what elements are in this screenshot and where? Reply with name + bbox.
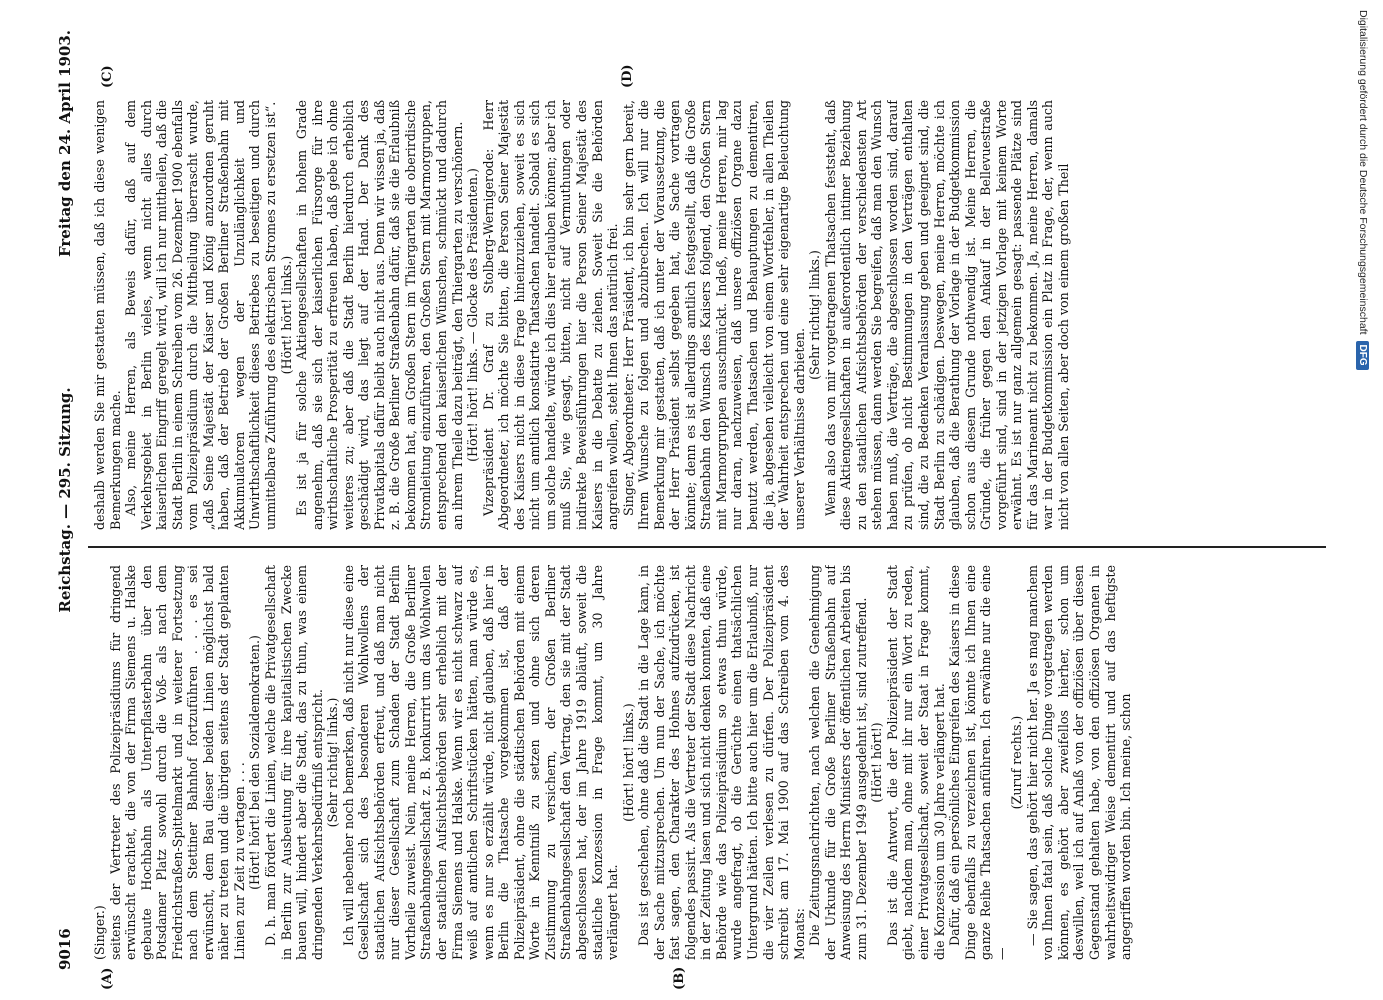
paragraph: D. h. man fördert die Linien, welche die Privatgesellschaft in Berlin zur Ausbeutung für ihre kapitalistischen Zwecke bauen will, hindert aber die Stadt, das zu thun, was einem dringenden Verkehrsbedürfniß entspricht.: [263, 565, 325, 960]
paragraph: Dafür, daß ein persönliches Eingreifen des Kaisers in diese Dinge ebenfalls zu verzeichnen ist, könnte ich Ihnen eine ganze Reihe Thatsachen anführen. Ich erwähne nur die eine —: [947, 565, 1009, 960]
paragraph: Wenn also das von mir vorgetragenen Thatsachen feststeht, daß diese Aktiengesellschaften in außerordentlich intimer Beziehung zu den staatlichen Aufsichtsbehörden der verschiedensten Art stehen müssen, dann werden Sie begreifen, daß man den Wunsch haben muß, die Verträge, die abgeschlossen worden sind, darauf zu prüfen, ob nicht Bestimmungen in den Verträgen enthalten sind, die zu Bedenken Veranlassung geben und geeignet sind, die Stadt Berlin zu schädigen. Deswegen, meine Herren, möchte ich glauben, daß die Berathung der Vorlage in der Budgetkommission schon aus diesem Grunde nothwendig ist. Meine Herren, die Gründe, die früher gegen den Ankauf in der Bellevuestraße vorgeführt sind, sind in der jetzigen Vorlage mit keinem Worte erwähnt. Es ist nur ganz allgemein gesagt: passende Plätze sind für das Marineamt nicht zu bekommen. Ja, meine Herren, damals war in der Budgetkommission ein Platz in Frage, der, wenn auch nicht von allen Seiten, aber doch von einem großen Theil: [822, 100, 1071, 530]
paragraph: Es ist ja für solche Aktiengesellschaften in hohem Grade angenehm, daß sie sich der kaiserlichen Fürsorge für ihre wirthschaftliche Prosperität zu erfreuen haben, daß gebe ich ohne weiteres zu; aber daß die Stadt Berlin hierdurch erheblich geschädigt wird, das liegt auf der Hand. Der Dank des Privatkapitals dafür bleibt auch nicht aus. Denn wir wissen ja, daß z. B. die Große Berliner Straßenbahn dafür, daß sie die Erlaubniß bekommen hat, am Großen Stern im Thiergarten die oberirdische Stromleitung einzuführen, den Großen Stern mit Marmorgruppen, entsprechend den kaiserlichen Wünschen, schmückt und dadurch an ihrem Theile dazu beiträgt, den Thiergarten zu verschönern.: [294, 100, 465, 530]
paragraph: Singer, Abgeordneter: Herr Präsident, ich bin sehr gern bereit, Ihrem Wunsche zu folgen und abzubrechen. Ich will nur die Bemerkung mir gestatten, daß ich unter der Voraussetzung, die der Herr Präsident selbst gegeben hat, die Sache vortragen könnte; denn es ist allerdings amtlich festgestellt, daß die Große Straßenbahn den Wunsch des Kaisers folgend, den Großen Stern mit Marmorgruppen ausschmückt. Indeß, meine Herren, mir lag nur daran, nachzuweisen, daß unsere offiziösen Organe dazu benutzt werden, Thatsachen und Behauptungen zu dementiren, die ja, abgesehen vielleicht von einem Wortfehler, in allen Theilen der Wahrheit entsprechen und eine sehr eigenartige Beleuchtung unserer Verhältnisse darbieten.: [620, 100, 807, 530]
quotation: Die Zeitungsnachrichten, nach welchen die Genehmigung der Urkunde für die Große Berliner Straßenbahn auf Anweisung des Herrn Ministers der öffentlichen Arbeiten bis zum 31. Dezember 1949 ausgedehnt ist, sind zutreffend.: [807, 565, 869, 960]
paragraph: seitens der Vertreter des Polizeipräsidiums für dringend erwünscht erachtet, die von der Firma Siemens u. Halske gebaute Hochbahn als Unterpflasterbahn über den Potsdamer Platz sowohl durch die Voß- als nach dem Friedrichstraßen-Spittelmarkt und in weiterer Fortsetzung nach dem Stettiner Bahnhof fortzuführen . . . es sei erwünscht, dem Bau dieser beiden Linien möglichst bald näher zu treten und die übrigen seitens der Stadt geplanten Linien zur Zeit zu vertagen . . .: [107, 565, 247, 960]
running-head: [50, 30, 80, 970]
scanned-page: [40, 0, 1340, 1000]
margin-letter-a: (A): [100, 967, 115, 990]
margin-letter-c: (C): [100, 65, 115, 88]
page-number: 9016: [56, 928, 74, 970]
digitization-credit: [1351, 10, 1375, 990]
right-column: [92, 100, 1322, 530]
interjection: (Hört! hört! links.): [620, 703, 636, 822]
dfg-logo: DFG: [1357, 341, 1370, 370]
margin-letter-d: (D): [620, 64, 635, 88]
interjection: (Hört! hört! links. — Glocke des Präsidenten.): [465, 168, 481, 462]
president-remark: Vizepräsident Dr. Graf zu Stolberg-Wernigerode: Herr Abgeordneter, ich möchte Sie bitten, die Person Seiner Majestät des Kaisers nicht in diese Frage hineinzuziehen, soweit es sich nicht um amtlich konstatirte Thatsachen handelt. Sobald es sich um solche handelte, würde ich dies hier erlauben können; aber ich muß Sie, wie gesagt, bitten, nicht auf Vermuthungen oder indirekte Beweisführungen hier die Person Seiner Majestät des Kaisers in die Debatte zu ziehen. Soweit Sie die Behörden angreifen wollen, steht Ihnen das natürlich frei.: [480, 100, 621, 530]
paragraph: Ich will nebenher noch bemerken, daß nicht nur diese eine Gesellschaft sich des besonderen Wohlwollens der staatlichen Aufsichtsbehörden erfreut, und daß man nicht nur dieser Gesellschaft zum Schaden der Stadt Berlin Vortheile zuweist. Nein, meine Herren, die Große Berliner Straßenbahngesellschaft z. B. konkurrirt um das Wohlwollen der staatlichen Aufsichtsbehörden sehr erheblich mit der Firma Siemens und Halske. Wenn wir es nicht schwarz auf weiß auf amtlichen Schriftstücken hätten, man würde es, wenn es nur so erzählt würde, nicht glauben, daß hier in Berlin die Thatsache vorgekommen ist, daß der Polizeipräsident, ohne die städtischen Behörden mit einem Worte in Kenntniß zu setzen und ohne sich deren Zustimmung zu versichern, der Großen Berliner Straßenbahngesellschaft den Vertrag, den sie mit der Stadt abgeschlossen hat, der im Jahre 1919 abläuft, soweit die staatliche Konzession in Frage kommt, um 30 Jahre verlängert hat.: [340, 565, 621, 960]
paragraph: deshalb werden Sie mir gestatten müssen, daß ich diese wenigen Bemerkungen mache.: [92, 100, 123, 530]
paragraph: Also, meine Herren, als Beweis dafür, daß auf dem Verkehrsgebiet in Berlin vieles, wenn nicht alles durch kaiserlichen Eingriff geregelt wird, will ich nur mittheilen, daß die Stadt Berlin in einem Schreiben vom 26. Dezember 1900 ebenfalls vom Polizeipräsidium durch die Mittheilung überrascht wurde, „daß Seine Majestät der Kaiser und König anzuordnen geruht haben, daß der Betrieb der Großen Berliner Straßenbahn mit Akkumulatoren wegen der Unzulänglichkeit und Unwirthschaftlichkeit dieses Betriebes zu beseitigen und durch unmittelbare Zuführung des elektrischen Stromes zu ersetzen ist“.: [123, 100, 279, 530]
credit-text: Digitalisierung gefördert durch die Deutsche Forschungsgemeinschaft: [1357, 10, 1369, 335]
paragraph: Das ist die Antwort, die der Polizeipräsident der Stadt giebt, nachdem man, ohne mit ihr nur ein Wort zu reden, einer Privatgesellschaft, soweit der Staat in Frage kommt, die Konzession um 30 Jahre verlängert hat.: [884, 565, 947, 960]
left-column: [92, 565, 1322, 960]
page-date: Freitag den 24. April 1903.: [56, 30, 74, 257]
margin-letter-b: (B): [672, 966, 687, 990]
column-divider: [88, 546, 1326, 548]
paragraph: — Sie sagen, das gehört hier nicht her. Ja es mag manchem von Ihnen fatal sein, daß solche Dinge vorgetragen werden können, es gehört aber zweifellos hierher, schon um deswillen, weil ich auf Anlaß von der offiziösen über diesen Gegenstand gehalten habe, von den offiziösen Organen in wahrheitswidriger Weise dementirt und auf das heftigste angegriffen worden bin. Ich meine, schon: [1024, 565, 1134, 960]
interjection: (Sehr richtig! links.): [807, 250, 823, 380]
interjection: (Hört! hört!): [869, 722, 885, 803]
interjection: (Hört! hört! bei den Sozialdemokraten.): [247, 635, 263, 890]
interjection: (Sehr richtig! links.): [325, 697, 341, 828]
paragraph: Das ist geschehen, ohne daß die Stadt in die Lage kam, in der Sache mitzusprechen. Um nun der Sache, ich möchte fast sagen, den Charakter des Hohnes aufzudrücken, ist folgendes passirt. Als die Vertreter der Stadt diese Nachricht in der Zeitung lasen und sich nicht denken konnten, daß eine Behörde wie das Polizeipräsidium so etwas thun würde, wurde angefragt, ob die Gerüchte einen thatsächlichen Untergrund hätten. Ich bitte auch hier um die Erlaubniß, nur die vier Zeilen verlesen zu dürfen. Der Polizeipräsident schreibt am 17. Mai 1900 auf das Schreiben vom 4. des Monats:: [636, 565, 807, 960]
page-title: Reichstag. — 295. Sitzung.: [56, 387, 74, 613]
interjection: (Zuruf rechts.): [1009, 715, 1025, 810]
speaker-label: (Singer.): [92, 905, 107, 960]
interjection: (Hört! hört! links.): [278, 255, 294, 375]
